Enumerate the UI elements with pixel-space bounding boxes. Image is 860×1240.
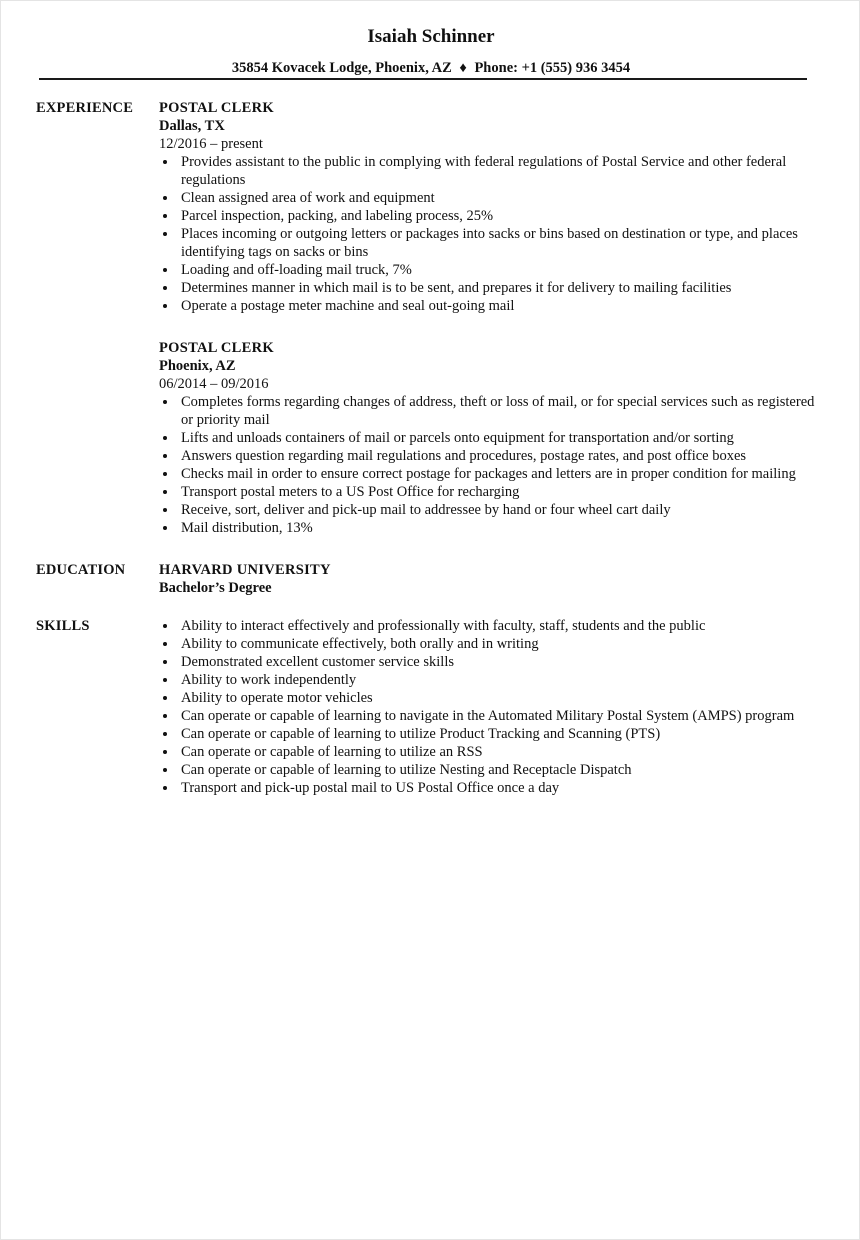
bullet-text: Completes forms regarding changes of address, theft or loss of mail, or for special services such as registered or priority mail xyxy=(181,394,815,428)
job-bullets xyxy=(159,393,819,537)
bullet-icon xyxy=(163,696,167,700)
bullet-text: Transport postal meters to a US Post Office for recharging xyxy=(181,484,520,500)
separator-diamond: ♦ xyxy=(459,60,467,76)
phone: Phone: +1 (555) 936 3454 xyxy=(474,60,631,76)
skill-item xyxy=(159,671,819,689)
skill-item xyxy=(159,617,819,635)
skill-text: Can operate or capable of learning to utilize Nesting and Receptacle Dispatch xyxy=(181,762,632,778)
skill-item xyxy=(159,635,819,653)
bullet-text: Operate a postage meter machine and seal out-going mail xyxy=(181,298,515,314)
bullet-icon xyxy=(163,768,167,772)
bullet-icon xyxy=(163,196,167,200)
bullet-item xyxy=(159,465,819,483)
bullet-icon xyxy=(163,508,167,512)
job-location: Phoenix, AZ xyxy=(159,358,236,374)
skill-text: Can operate or capable of learning to utilize Product Tracking and Scanning (PTS) xyxy=(181,726,661,742)
bullet-text: Mail distribution, 13% xyxy=(181,520,313,536)
skill-item xyxy=(159,725,819,743)
bullet-text: Receive, sort, deliver and pick-up mail to addressee by hand or four wheel cart daily xyxy=(181,502,671,518)
bullet-icon xyxy=(163,642,167,646)
bullet-icon xyxy=(163,160,167,164)
bullet-icon xyxy=(163,750,167,754)
skill-text: Can operate or capable of learning to utilize an RSS xyxy=(181,744,483,760)
bullet-text: Determines manner in which mail is to be sent, and prepares it for delivery to mailing facilities xyxy=(181,280,732,296)
skill-item xyxy=(159,743,819,761)
bullet-icon xyxy=(163,454,167,458)
bullet-icon xyxy=(163,436,167,440)
header-divider xyxy=(39,78,807,80)
candidate-name: Isaiah Schinner xyxy=(367,26,495,47)
bullet-text: Parcel inspection, packing, and labeling process, 25% xyxy=(181,208,494,224)
job-entry xyxy=(159,339,819,537)
bullet-text: Checks mail in order to ensure correct postage for packages and letters are in proper condition for mailing xyxy=(181,466,796,482)
job-title: POSTAL CLERK xyxy=(159,340,274,356)
job-location: Dallas, TX xyxy=(159,118,225,134)
bullet-icon xyxy=(163,526,167,530)
job-entry xyxy=(159,99,819,315)
skill-text: Transport and pick-up postal mail to US Postal Office once a day xyxy=(181,780,560,796)
bullet-item xyxy=(159,447,819,465)
skill-item xyxy=(159,689,819,707)
bullet-item xyxy=(159,261,819,279)
experience-body xyxy=(159,99,819,537)
skill-item xyxy=(159,707,819,725)
bullet-item xyxy=(159,483,819,501)
bullet-icon xyxy=(163,660,167,664)
bullet-text: Places incoming or outgoing letters or packages into sacks or bins based on destination or type, and places identifying tags on sacks or bins xyxy=(181,226,798,260)
bullet-icon xyxy=(163,678,167,682)
section-title-skills: SKILLS xyxy=(36,618,90,634)
skill-text: Ability to communicate effectively, both orally and in writing xyxy=(181,636,539,652)
bullet-text: Loading and off-loading mail truck, 7% xyxy=(181,262,412,278)
resume-header xyxy=(1,25,860,77)
bullet-item xyxy=(159,207,819,225)
bullet-text: Provides assistant to the public in complying with federal regulations of Postal Service and other federal regulations xyxy=(181,154,787,188)
school-name: HARVARD UNIVERSITY xyxy=(159,562,331,578)
bullet-icon xyxy=(163,714,167,718)
bullet-item xyxy=(159,297,819,315)
education-body xyxy=(159,561,819,597)
skill-text: Ability to interact effectively and professionally with faculty, staff, students and the public xyxy=(181,618,706,634)
bullet-item xyxy=(159,429,819,447)
bullet-item xyxy=(159,501,819,519)
job-title: POSTAL CLERK xyxy=(159,100,274,116)
bullet-text: Clean assigned area of work and equipment xyxy=(181,190,435,206)
bullet-icon xyxy=(163,472,167,476)
degree: Bachelor’s Degree xyxy=(159,580,272,596)
skill-item xyxy=(159,779,819,797)
bullet-icon xyxy=(163,624,167,628)
skills-body xyxy=(159,617,819,797)
job-dates: 12/2016 – present xyxy=(159,136,263,152)
skill-item xyxy=(159,653,819,671)
section-title-education: EDUCATION xyxy=(36,562,126,578)
bullet-icon xyxy=(163,786,167,790)
skills-list xyxy=(159,617,819,797)
skill-text: Can operate or capable of learning to navigate in the Automated Military Postal System (AMPS) program xyxy=(181,708,795,724)
bullet-text: Answers question regarding mail regulations and procedures, postage rates, and post office boxes xyxy=(181,448,747,464)
bullet-icon xyxy=(163,400,167,404)
bullet-icon xyxy=(163,268,167,272)
bullet-icon xyxy=(163,490,167,494)
bullet-item xyxy=(159,189,819,207)
bullet-icon xyxy=(163,214,167,218)
bullet-item xyxy=(159,225,819,261)
bullet-item xyxy=(159,153,819,189)
address: 35854 Kovacek Lodge, Phoenix, AZ xyxy=(231,60,452,76)
bullet-icon xyxy=(163,232,167,236)
bullet-icon xyxy=(163,732,167,736)
bullet-item xyxy=(159,279,819,297)
bullet-item xyxy=(159,519,819,537)
bullet-item xyxy=(159,393,819,429)
bullet-icon xyxy=(163,286,167,290)
skill-text: Demonstrated excellent customer service skills xyxy=(181,654,454,670)
skill-text: Ability to work independently xyxy=(181,672,357,688)
job-bullets xyxy=(159,153,819,315)
skill-item xyxy=(159,761,819,779)
bullet-icon xyxy=(163,304,167,308)
skill-text: Ability to operate motor vehicles xyxy=(181,690,373,706)
section-title-experience: EXPERIENCE xyxy=(36,100,134,116)
job-dates: 06/2014 – 09/2016 xyxy=(159,376,269,392)
contact-line xyxy=(1,59,860,77)
bullet-text: Lifts and unloads containers of mail or parcels onto equipment for transportation and/or sorting xyxy=(181,430,734,446)
